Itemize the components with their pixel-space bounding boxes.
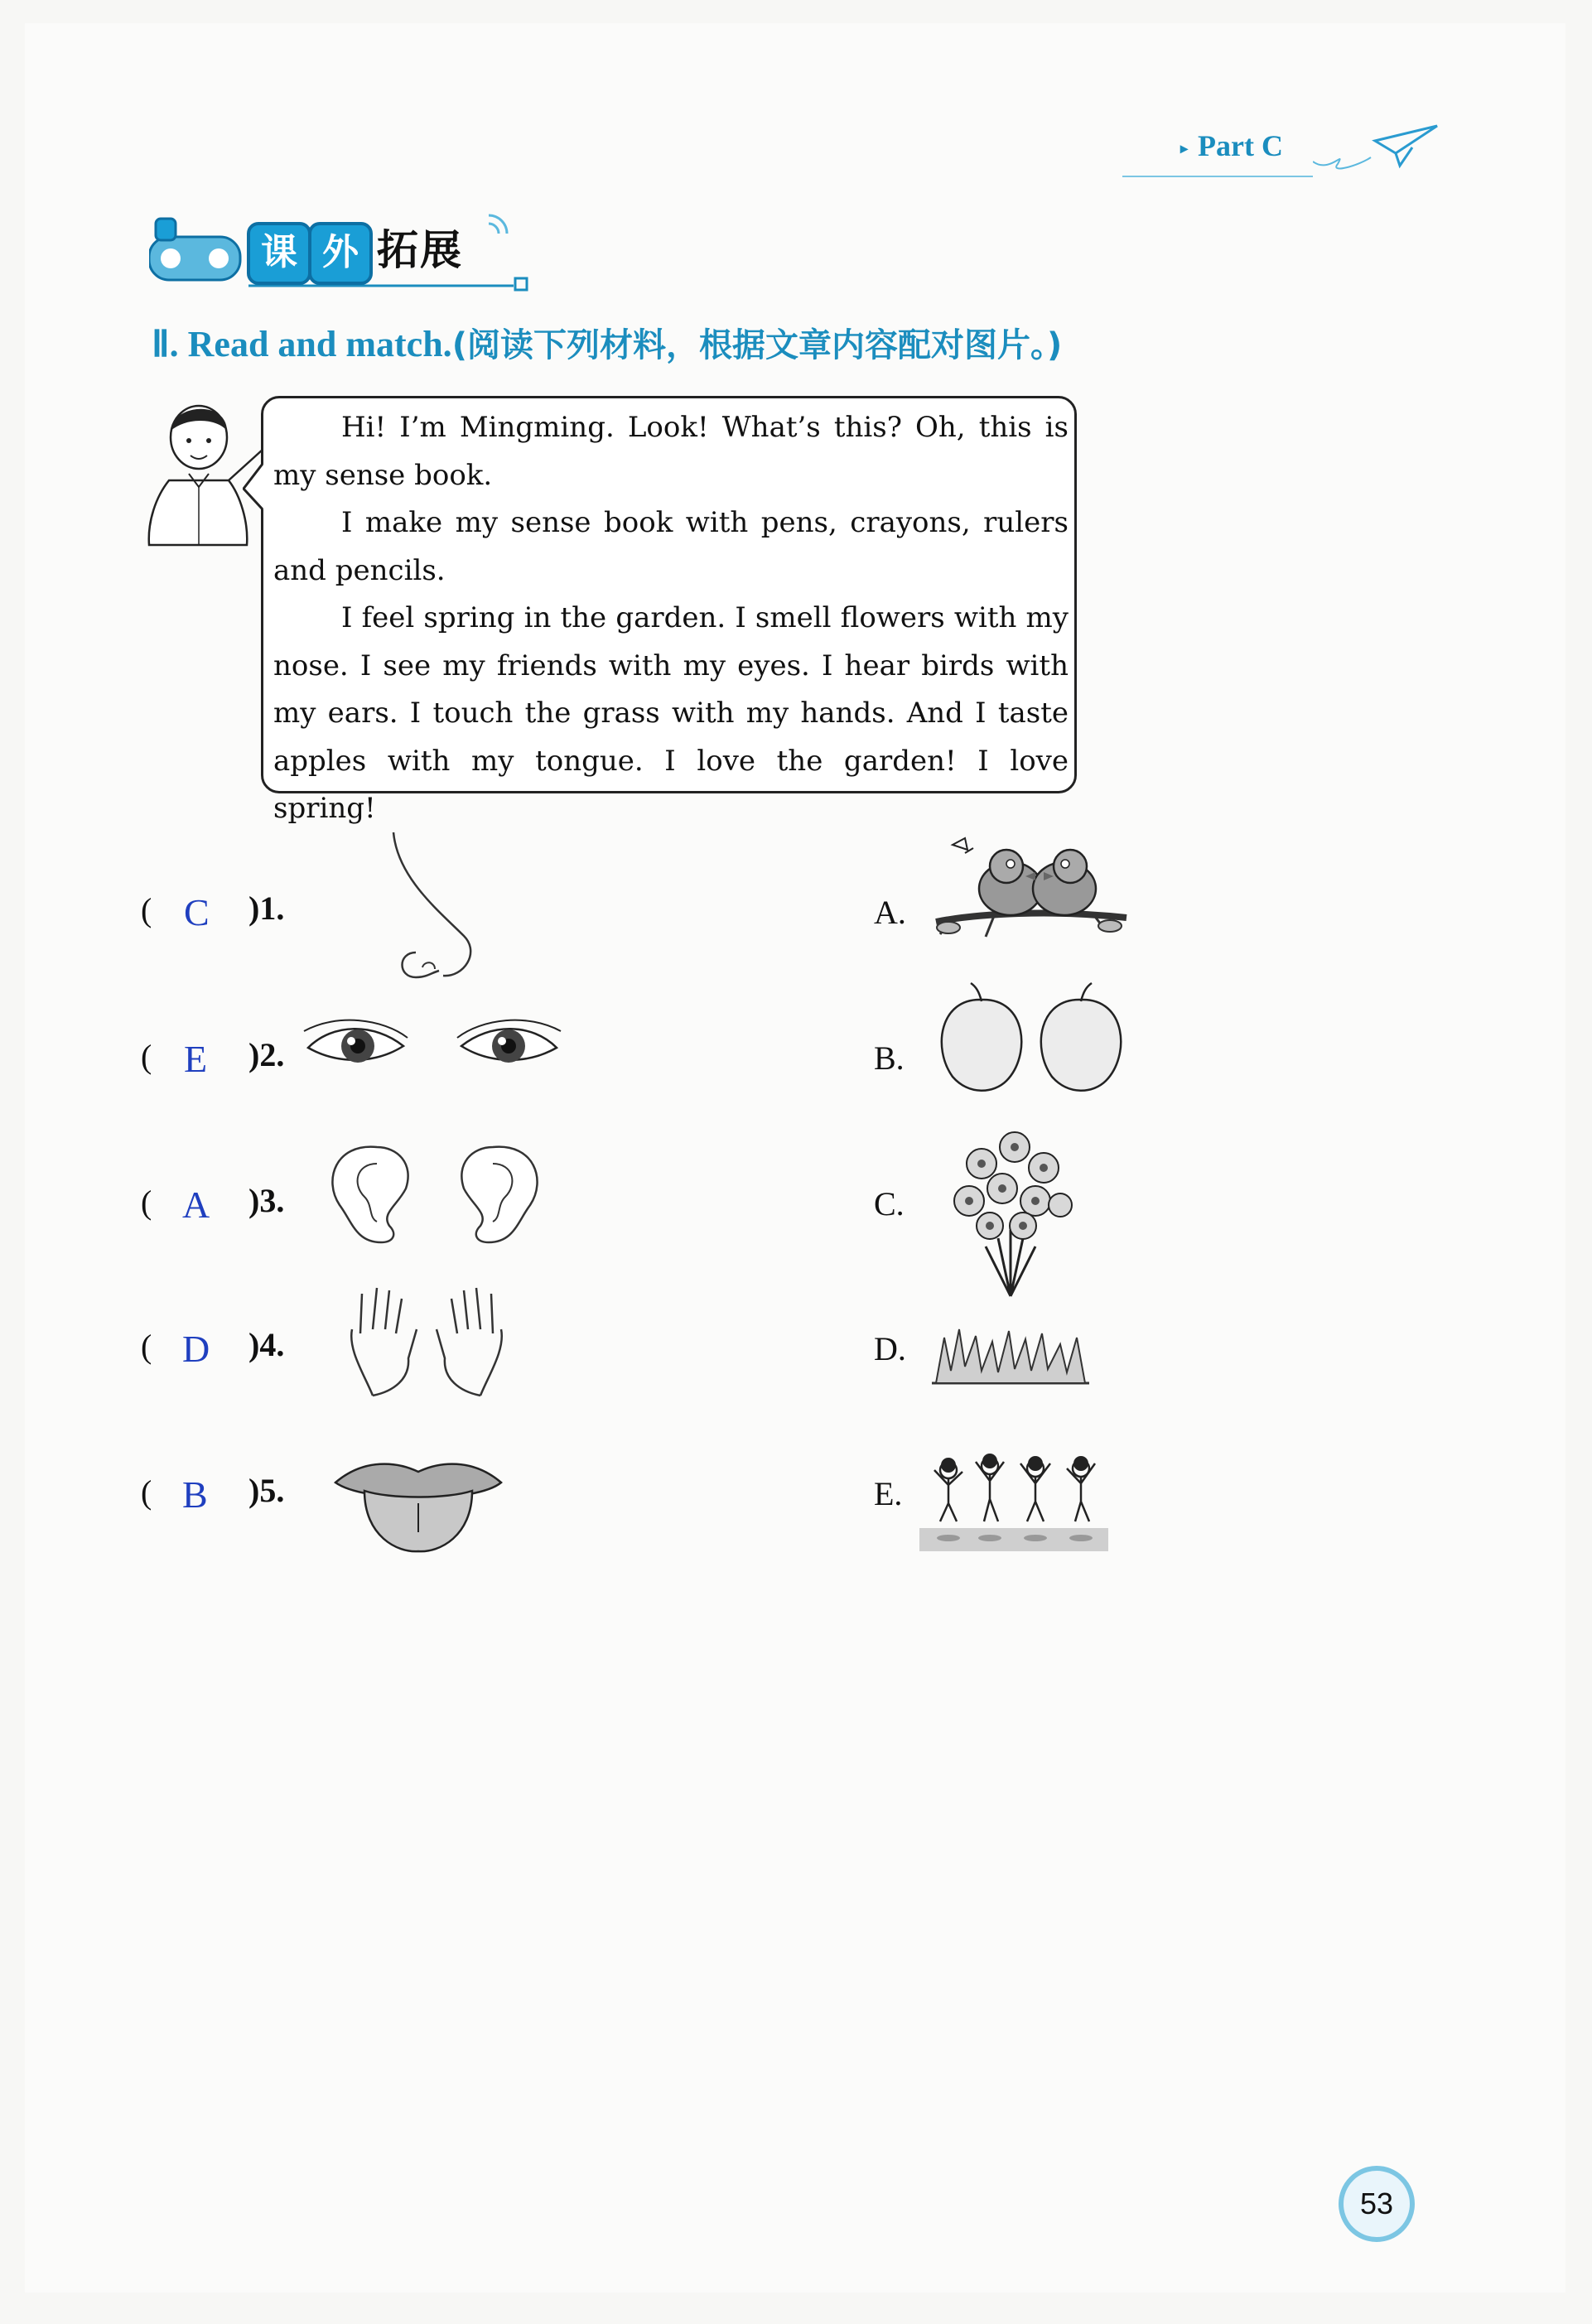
answer-1[interactable]: C [184, 891, 210, 933]
answer-bracket: ( [141, 1328, 152, 1365]
option-label-c: C. [874, 1185, 905, 1222]
answer-4[interactable]: D [182, 1328, 210, 1370]
option-label-a: A. [874, 894, 906, 931]
answer-2[interactable]: E [184, 1038, 208, 1080]
exercise-instruction [152, 319, 1062, 366]
option-label-d: D. [874, 1330, 906, 1367]
answer-bracket: ( [141, 1184, 152, 1221]
passage-paragraph-3: I feel spring in the garden. I smell flowers with my nose. I see my friends with my eyes. I hear birds with my ears. I touch the grass with my hands. And I taste apples with my tongue. I love the garden! I love spring! [273, 601, 1069, 825]
passage [273, 404, 1069, 833]
answer-3[interactable]: A [182, 1184, 210, 1226]
part-header [1180, 128, 1283, 163]
answer-bracket: ( [141, 1473, 152, 1511]
paper-plane-icon [1313, 116, 1445, 182]
flowers-picture [940, 1122, 1081, 1300]
speech-bubble-tail [243, 464, 268, 513]
passage-paragraph-1: Hi! I’m Mingming. Look! What’s this? Oh, this is my sense book. [273, 411, 1069, 492]
ears-picture [319, 1139, 551, 1255]
passage-paragraph-2: I make my sense book with pens, crayons, rulers and pencils. [273, 506, 1069, 587]
tongue-picture [331, 1454, 505, 1553]
triangle-icon: ▸ [1180, 140, 1189, 157]
section-badge-1: 课 [247, 222, 311, 285]
eyes-picture [300, 1015, 565, 1081]
question-number-4: )4. [248, 1326, 285, 1363]
question-number-3: )3. [248, 1182, 285, 1219]
section-badge-2: 外 [308, 222, 373, 285]
nose-picture [364, 828, 480, 986]
part-label: Part C [1198, 129, 1284, 162]
friends-picture [919, 1445, 1110, 1557]
exercise-title: Read and match. [187, 324, 452, 364]
question-number-2: )2. [248, 1036, 285, 1073]
answer-5[interactable]: B [182, 1473, 208, 1516]
page-number: 53 [1339, 2166, 1415, 2242]
header-underline [1122, 176, 1313, 177]
exercise-number: Ⅱ. [152, 324, 179, 364]
exercise-instruction-cn: (阅读下列材料，根据文章内容配对图片。) [451, 326, 1063, 364]
option-label-b: B. [874, 1039, 905, 1077]
question-number-1: )1. [248, 890, 285, 927]
answer-bracket: ( [141, 891, 152, 928]
grass-picture [928, 1321, 1093, 1387]
answer-bracket: ( [141, 1038, 152, 1075]
hands-picture [344, 1284, 509, 1400]
section-title: 拓展 [377, 226, 463, 274]
birds-picture [928, 835, 1135, 943]
option-label-e: E. [874, 1475, 903, 1512]
question-number-5: )5. [248, 1472, 285, 1509]
apples-picture [928, 981, 1143, 1097]
